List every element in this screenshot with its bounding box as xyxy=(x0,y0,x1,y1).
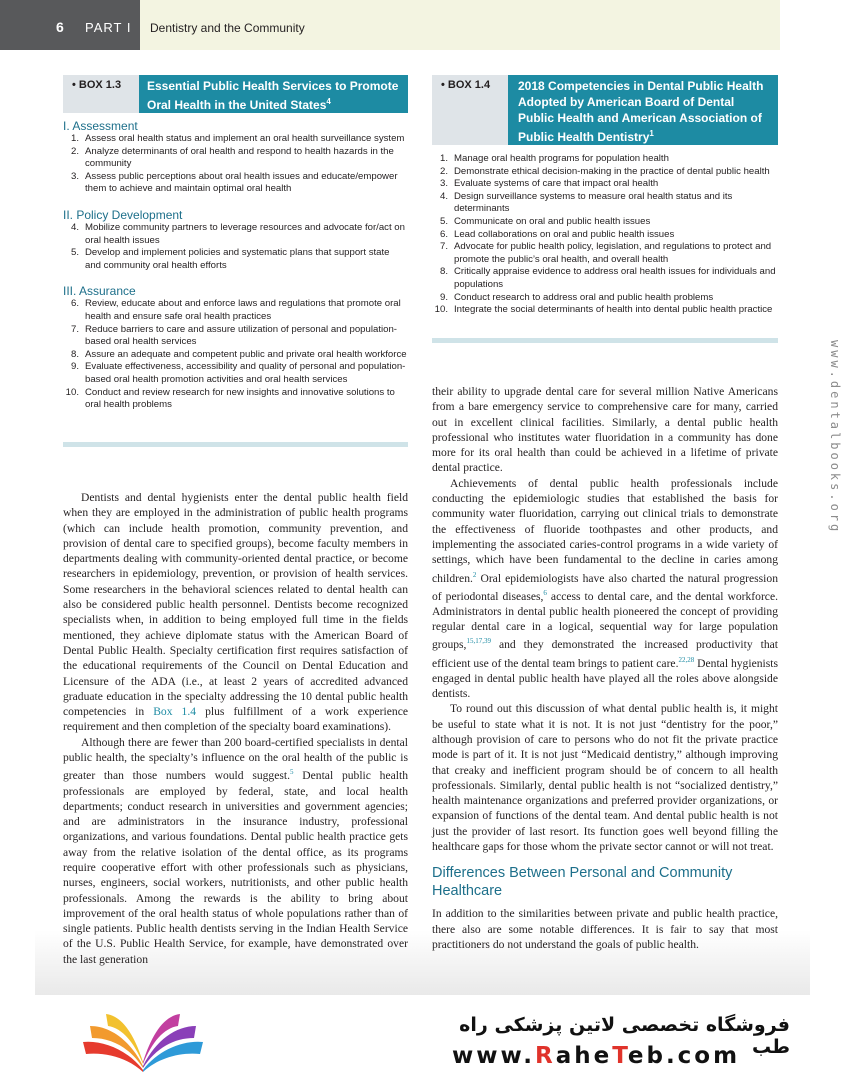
section-heading-assurance: III. Assurance xyxy=(63,284,136,299)
list-item: 5. Communicate on oral and public health issues xyxy=(439,215,651,227)
reference-link[interactable]: 5 xyxy=(290,768,294,777)
list-item: 6. Lead collaborations on oral and public health issues xyxy=(439,228,675,240)
section-heading-assessment: I. Assessment xyxy=(63,119,138,133)
box-1-4-link[interactable]: Box 1.4 xyxy=(153,705,197,719)
box-1-4-bottom-rule xyxy=(432,338,778,343)
list-item: 4. Design surveillance systems to measure oral health status and its determinants xyxy=(439,190,733,215)
box-1-3-title: Essential Public Health Services to Promote Oral Health in the United States$^4$ xyxy=(147,79,399,112)
side-watermark: www.dentalbooks.org xyxy=(828,340,842,535)
open-book-logo-icon xyxy=(78,1010,208,1076)
list-item: 9. Evaluate effectiveness, accessibility and quality of personal and population-based oral health promotion activities and oral health services xyxy=(70,361,406,385)
header-right-block xyxy=(140,0,780,50)
box-1-4-header xyxy=(432,75,778,145)
list-item: 3. Assess public perceptions about oral health issues and educate/empower them to achieve and maintain optimal oral health xyxy=(70,170,398,195)
box-1-3-label: • BOX 1.3 xyxy=(63,75,139,113)
reference-link[interactable]: 2 xyxy=(472,570,477,579)
box-1-3-bottom-rule xyxy=(63,442,408,447)
list-item: 1. Manage oral health programs for population health xyxy=(439,153,669,164)
store-name-persian: فروشگاه تخصصی لاتین پزشکی راه طب xyxy=(459,1014,790,1058)
box-1-3-header xyxy=(63,75,408,113)
paragraph: Dentists and dental hygienists enter the dental public health field when they are employed in the administration of public health programs (which can include health promotion, community prevention, and provision of dental care to specified groups), become faculty members in departments dealing with community-oriented dental practice, or become researchers in epidemiology, prevention, or provision of health services. Some researchers in the behavioral sciences related to dental health can also be considered public health personnel. Dentists become recognized specialists when, in addition to being employed full time in the fields mentioned, they achieve diplomate status with the American Board of Dental Public Health. Specialty certification first requires satisfaction of the educational requirements of the Council on Dental Education and Licensure of the ADA (i.e., at least 2 years of accredited advanced graduate education in the specialty addressing the 10 dental public health competencies in Box 1.4 plus fulfillment of a work experience requirement and then completion of the specialty board examinations). xyxy=(63,491,408,734)
list-item: 4. Mobilize community partners to leverage resources and advocate for/act on oral health issues xyxy=(70,221,405,246)
list-item: 10. Conduct and review research for new insights and innovative solutions to oral health problems xyxy=(65,386,395,411)
box-1-4-title-ref: 1 xyxy=(649,129,654,138)
box-1-4-label: • BOX 1.4 xyxy=(432,75,508,145)
list-item: 3. Evaluate systems of care that impact oral health xyxy=(439,178,659,190)
left-column xyxy=(63,490,408,967)
paragraph: their ability to upgrade dental care for several million Native Americans from a bare emergency service to comprehensive care for many, carried out in excellent clinical facilities. Similarly, a dental public health professional who institutes water fluoridation in a community has done more for its oral health than could be achieved in a lifetime of private dental practice. xyxy=(432,385,778,475)
box-1-4 xyxy=(432,75,778,317)
list-item: 2. Demonstrate ethical decision-making in the practice of dental public health xyxy=(439,165,770,177)
list-item: 10. Integrate the social determinants of health into dental public health practice xyxy=(434,304,773,316)
reference-link[interactable]: 22,28 xyxy=(678,655,695,664)
list-item: 9. Conduct research to address oral and public health problems xyxy=(439,291,714,303)
list-item: 7. Advocate for public health policy, legislation, and regulations to protect and promote the public’s oral health, and overall health xyxy=(439,241,772,265)
paragraph: To round out this discussion of what dental public health is, it might be useful to state what it is not. It is not just “dentistry for the poor,” although provision of care to persons who do not fit the private practice mode is part of it. It is not just “Medicaid dentistry,” although improving that creaky and inefficient program should be of concern to all health professionals. Similarly, dental public health is not “socialized dentistry,” health maintenance organizations and preferred provider organizations, or expansion of functions of the dental team. And dental public health is not just the provider of last resort. Its function goes well beyond filling the healthcare gaps for those whom the private sector cannot or will not treat. xyxy=(432,702,778,854)
section-heading: Differences Between Personal and Community Healthcare xyxy=(432,865,733,900)
paragraph: In addition to the similarities between private and public health practice, there also are some notable differences. It is fair to say that most practitioners do not understand the goals of public health. xyxy=(432,907,778,951)
box-1-4-title: 2018 Competencies in Dental Public Health Adopted by American Board of Dental Public Health and American Association of Public Health Dentistry$^1$ xyxy=(518,79,764,144)
reference-link[interactable]: 15,17,39 xyxy=(466,637,491,646)
header-left-block xyxy=(0,0,140,50)
box-1-3-title-ref: 4 xyxy=(326,97,331,106)
store-url[interactable]: www.RaheTeb.com xyxy=(452,1043,741,1069)
box-1-3-body xyxy=(63,113,408,412)
page-number: 6 xyxy=(56,19,64,35)
list-item: 6. Review, educate about and enforce laws and regulations that promote oral health and ensure safe oral health practices xyxy=(70,298,401,322)
list-item: 7. Reduce barriers to care and assure utilization of personal and population-based oral health services xyxy=(70,323,397,348)
part-label: PART I xyxy=(85,20,132,35)
list-item: 8. Assure an adequate and competent public and private oral health workforce xyxy=(70,348,407,360)
paragraph: Achievements of dental public health professionals include conducting the epidemiologic studies that established the basis for community water fluoridation, carrying out clinical trials to demonstrate the effectiveness of fluoride toothpastes and other products, and implementing the associated caries-control programs in a wide variety of settings, which have been fundamental to the decline in caries among children.$^2$ Oral epidemiologists have also charted the natural progression of periodontal diseases,$^6$ access to dental care, and the dental workforce. Administrators in dental public health pioneered the concept of providing regular dental care in a logical, sequential way for large population groups,$^{15,17,39}$ and they demonstrated the increased productivity that efficient use of the dental team brings to patient care.$^{22,28}$ Dental hygienists engaged in dental public health have played all the roles above alongside dentists. xyxy=(432,476,778,701)
list-item: 1. Assess oral health status and implement an oral health surveillance system xyxy=(70,133,405,144)
list-item: 2. Analyze determinants of oral health and respond to health hazards in the community xyxy=(70,145,394,170)
reference-link[interactable]: 6 xyxy=(543,588,547,597)
box-1-4-body xyxy=(432,145,778,317)
paragraph: Although there are fewer than 200 board-certified specialists in dental public health, the specialty’s influence on the oral health of the public is greater than those numbers would suggest.$^5$ Dental public health professionals are employed by federal, state, and local health departments; conduct research in universities and government agencies; and are administrators in the insurance industry, professional organizations, and various foundations. Dental public health practice gets away from the relative isolation of the dental office, as its programs require cooperative effort with other professionals such as physicians, nurses, engineers, social workers, nutritionists, and other public health professionals. Among the rewards is the ability to bring about improvement of the oral health status of whole populations rather than of single patients. Public health dentists serving in the Indian Health Service of the U.S. Public Health Service, for example, have demonstrated over the last generation xyxy=(63,735,409,966)
chapter-title: Dentistry and the Community xyxy=(150,21,305,35)
section-heading-policy: II. Policy Development xyxy=(63,207,183,222)
list-item: 5. Develop and implement policies and systematic plans that support state and community oral health efforts xyxy=(70,247,390,271)
box-1-3 xyxy=(63,75,408,412)
list-item: 8. Critically appraise evidence to address oral health issues for individuals and populations xyxy=(439,266,776,290)
right-column xyxy=(432,384,778,952)
